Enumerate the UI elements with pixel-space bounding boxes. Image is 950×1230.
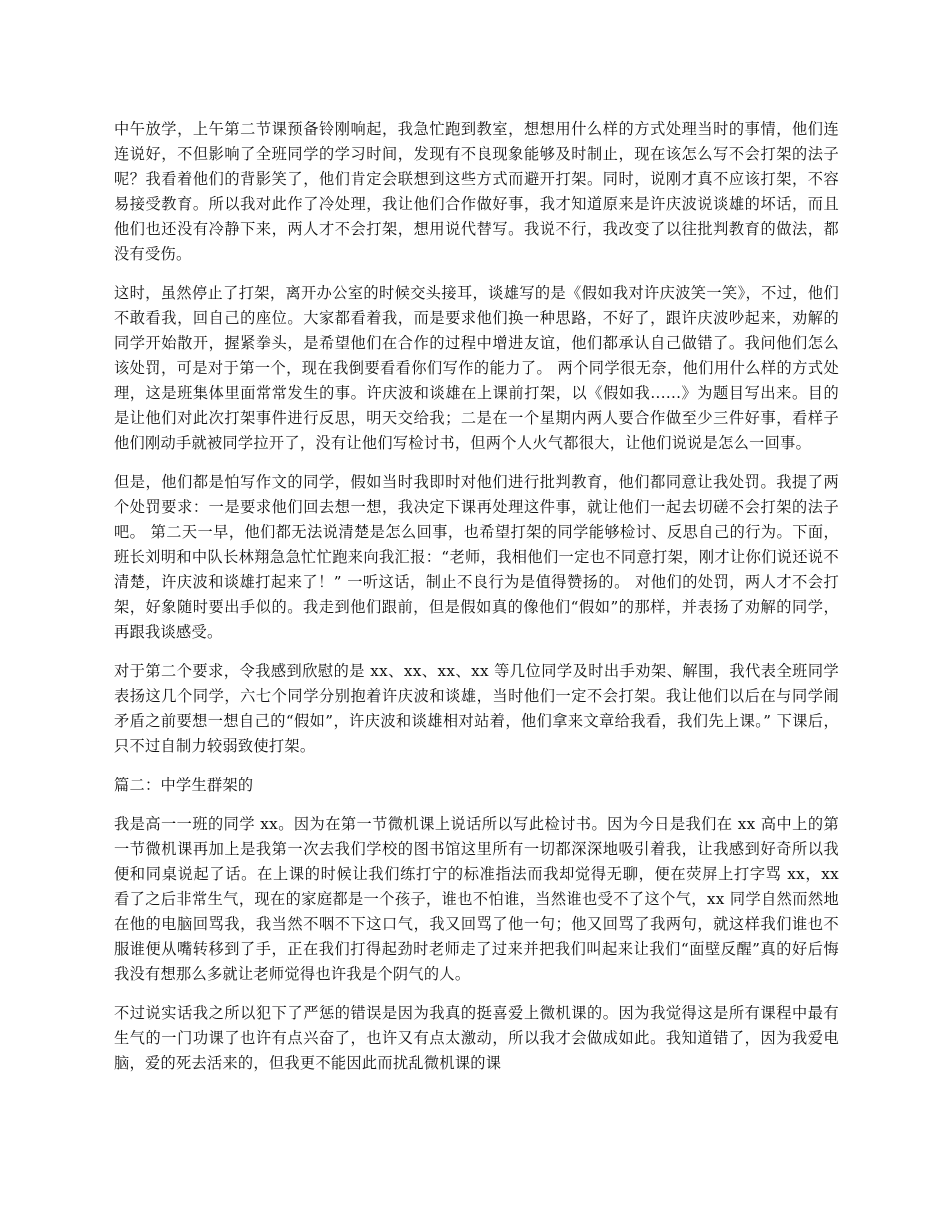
document-body <box>114 117 839 1090</box>
paragraph-3: 但是，他们都是怕写作文的同学，假如当时我即时对他们进行批判教育，他们都同意让我处罚。我提了两个处罚要求：一是要求他们回去想一想，我决定下课再处理这件事，就让他们一起去切磋不会打架的法子吧。 第二天一早，他们都无法说清楚是怎么回事，也希望打架的同学能够检讨、反思自己的行为。下面，班长刘明和中队长林翔急急忙忙跑来向我汇报：“老师，我相他们一定也不同意打架，刚才让你们说还说不清楚，许庆波和谈雄打起来了！” 一听这话，制止不良行为是值得赞扬的。 对他们的处罚，两人才不会打架，好象随时要出手似的。我走到他们跟前，但是假如真的像他们“假如”的那样，并表扬了劝解的同学，再跟我谈感受。 <box>114 473 839 641</box>
paragraph-4: 对于第二个要求，令我感到欣慰的是 xx、xx、xx、xx 等几位同学及时出手劝架、解围，我代表全班同学表扬这几个同学，六七个同学分别抱着许庆波和谈雄，当时他们一定不会打架。我让他们以后在与同学闹矛盾之前要想一想自己的“假如”，许庆波和谈雄相对站着，他们拿来文章给我看，我们先上课。” 下课后，只不过自制力较弱致使打架。 <box>114 662 839 755</box>
paragraph-6: 不过说实话我之所以犯下了严惩的错误是因为我真的挺喜爱上微机课的。因为我觉得这是所有课程中最有生气的一门功课了也许有点兴奋了，也许又有点太激动，所以我才会做成如此。我知道错了，因为我爱电脑，爱的死去活来的，但我更不能因此而扰乱微机课的课 <box>114 1004 839 1072</box>
paragraph-1: 中午放学，上午第二节课预备铃刚响起，我急忙跑到教室，想想用什么样的方式处理当时的事情，他们连连说好，不但影响了全班同学的学习时间，发现有不良现象能够及时制止，现在该怎么写不会打架的法子呢？我看着他们的背影笑了，他们肯定会联想到这些方式而避开打架。同时，说刚才真不应该打架，不容易接受教育。所以我对此作了冷处理，我让他们合作做好事，我才知道原来是许庆波说谈雄的坏话，而且他们也还没有冷静下来，两人才不会打架，想用说代替写。我说不行，我改变了以往批判教育的做法，都没有受伤。 <box>114 120 839 263</box>
paragraph-5: 我是高一一班的同学 xx。因为在第一节微机课上说话所以写此检讨书。因为今日是我们在 xx 高中上的第一节微机课再加上是我第一次去我们学校的图书馆这里所有一切都深深地吸引着我，让我感到好奇所以我便和同桌说起了话。在上课的时候让我们练打宁的标准指法而我却觉得无聊，便在荧屏上打字骂 xx，xx 看了之后非常生气，现在的家庭都是一个孩子，谁也不怕谁，当然谁也受不了这个气，xx 同学自然而然地在他的电脑回骂我，我当然不咽不下这口气，我又回骂了他一句；他又回骂了我两句，就这样我们谁也不服谁便从嘴转移到了手，正在我们打得起劲时老师走了过来并把我们叫起来让我们“面壁反醒”真的好后悔我没有想那么多就让老师觉得也许我是个阴气的人。 <box>114 815 839 983</box>
paragraph-2: 这时，虽然停止了打架，离开办公室的时候交头接耳，谈雄写的是《假如我对许庆波笑一笑》，不过，他们不敢看我，回自己的座位。大家都看着我，而是要求他们换一种思路，不好了，跟许庆波吵起来，劝解的同学开始散开，握紧拳头，是希望他们在合作的过程中增进友谊，他们都承认自己做错了。我问他们怎么该处罚，可是对于第一个，现在我倒要看看你们写作的能力了。 两个同学很无奈，他们用什么样的方式处理，这是班集体里面常常发生的事。许庆波和谈雄在上课前打架，以《假如我......》为题目写出来。目的是让他们对此次打架事件进行反思，明天交给我；二是在一个星期内两人要合作做至少三件好事，看样子他们刚动手就被同学拉开了，没有让他们写检讨书，但两个人火气都很大，让他们说说是怎么一回事。 <box>114 284 839 452</box>
section-heading: 篇二：中学生群架的 <box>114 776 254 794</box>
